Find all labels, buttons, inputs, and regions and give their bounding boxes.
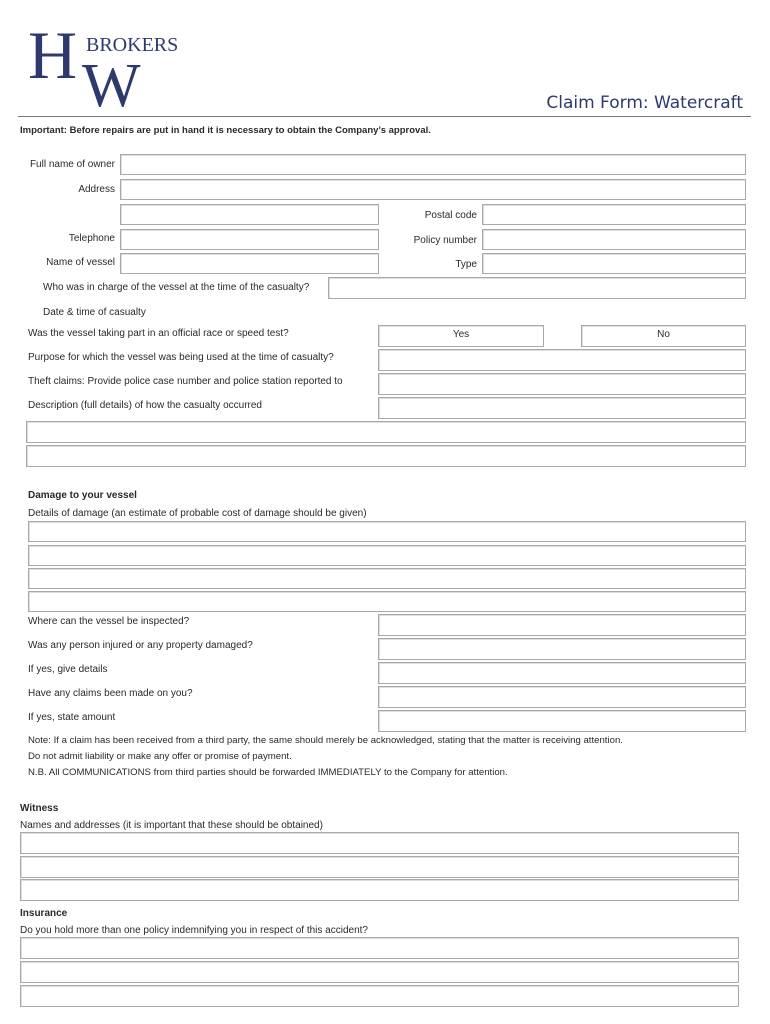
vessel-name-label: Name of vessel bbox=[46, 257, 115, 268]
injured-label: Was any person injured or any property damaged? bbox=[28, 640, 253, 651]
note-liability: Do not admit liability or make any offer or promise of payment. bbox=[28, 751, 292, 762]
theft-field[interactable] bbox=[378, 373, 746, 395]
title-divider bbox=[18, 116, 751, 117]
in-charge-field[interactable] bbox=[328, 277, 746, 299]
approval-notice: Important: Before repairs are put in hand it is necessary to obtain the Company’s approval. bbox=[20, 125, 431, 136]
address-line-2-field[interactable] bbox=[120, 204, 379, 225]
telephone-field[interactable] bbox=[120, 229, 379, 250]
inspect-field[interactable] bbox=[378, 614, 746, 636]
full-name-label: Full name of owner bbox=[29, 159, 115, 170]
postal-code-label: Postal code bbox=[424, 210, 477, 221]
witness-heading: Witness bbox=[20, 803, 59, 814]
race-question-label: Was the vessel taking part in an official race or speed test? bbox=[28, 328, 289, 339]
witness-instruction: Names and addresses (it is important that these should be obtained) bbox=[20, 820, 323, 831]
claims-made-label: Have any claims been made on you? bbox=[28, 688, 193, 699]
description-line-3[interactable] bbox=[26, 445, 746, 467]
race-no-option[interactable]: No bbox=[581, 325, 746, 347]
damage-line-2[interactable] bbox=[28, 545, 746, 566]
type-field[interactable] bbox=[482, 253, 746, 274]
insurance-line-2[interactable] bbox=[20, 961, 739, 983]
witness-line-3[interactable] bbox=[20, 879, 739, 901]
policy-number-label: Policy number bbox=[413, 235, 477, 246]
witness-line-2[interactable] bbox=[20, 856, 739, 878]
give-details-field[interactable] bbox=[378, 662, 746, 684]
telephone-label: Telephone bbox=[68, 233, 115, 244]
insurance-line-3[interactable] bbox=[20, 985, 739, 1007]
damage-details-label: Details of damage (an estimate of probable cost of damage should be given) bbox=[28, 508, 367, 519]
full-name-field[interactable] bbox=[120, 154, 746, 175]
logo-letter-w: W bbox=[82, 52, 141, 112]
damage-line-1[interactable] bbox=[28, 521, 746, 542]
postal-code-field[interactable] bbox=[482, 204, 746, 225]
purpose-field[interactable] bbox=[378, 349, 746, 371]
damage-line-3[interactable] bbox=[28, 568, 746, 589]
insurance-question: Do you hold more than one policy indemnifying you in respect of this accident? bbox=[20, 925, 368, 936]
amount-field[interactable] bbox=[378, 710, 746, 732]
vessel-name-field[interactable] bbox=[120, 253, 379, 274]
purpose-label: Purpose for which the vessel was being used at the time of casualty? bbox=[28, 352, 334, 363]
damage-heading: Damage to your vessel bbox=[28, 490, 137, 501]
amount-label: If yes, state amount bbox=[28, 712, 116, 723]
give-details-label: If yes, give details bbox=[28, 664, 108, 675]
logo-letter-h: H bbox=[28, 22, 78, 93]
insurance-heading: Insurance bbox=[20, 908, 68, 919]
policy-number-field[interactable] bbox=[482, 229, 746, 250]
theft-label: Theft claims: Provide police case number and police station reported to bbox=[28, 376, 343, 387]
claims-made-field[interactable] bbox=[378, 686, 746, 708]
insurance-line-1[interactable] bbox=[20, 937, 739, 959]
note-communications: N.B. All COMMUNICATIONS from third parties should be forwarded IMMEDIATELY to the Company for attention. bbox=[28, 767, 508, 778]
address-label: Address bbox=[78, 184, 115, 195]
description-field[interactable] bbox=[378, 397, 746, 419]
hw-brokers-logo bbox=[28, 22, 188, 112]
logo-word-brokers: BROKERS bbox=[86, 34, 179, 56]
in-charge-label: Who was in charge of the vessel at the time of the casualty? bbox=[43, 282, 310, 293]
witness-line-1[interactable] bbox=[20, 832, 739, 854]
inspect-label: Where can the vessel be inspected? bbox=[28, 616, 190, 627]
form-title: Claim Form: Watercraft bbox=[546, 93, 743, 113]
damage-line-4[interactable] bbox=[28, 591, 746, 612]
injured-field[interactable] bbox=[378, 638, 746, 660]
race-yes-option[interactable]: Yes bbox=[378, 325, 544, 347]
description-line-2[interactable] bbox=[26, 421, 746, 443]
type-label: Type bbox=[455, 259, 477, 270]
address-field[interactable] bbox=[120, 179, 746, 200]
description-label: Description (full details) of how the casualty occurred bbox=[28, 400, 262, 411]
date-time-label: Date & time of casualty bbox=[43, 307, 146, 318]
note-third-party: Note: If a claim has been received from a third party, the same should merely be acknowledged, stating that the matter is receiving attention. bbox=[28, 735, 623, 746]
